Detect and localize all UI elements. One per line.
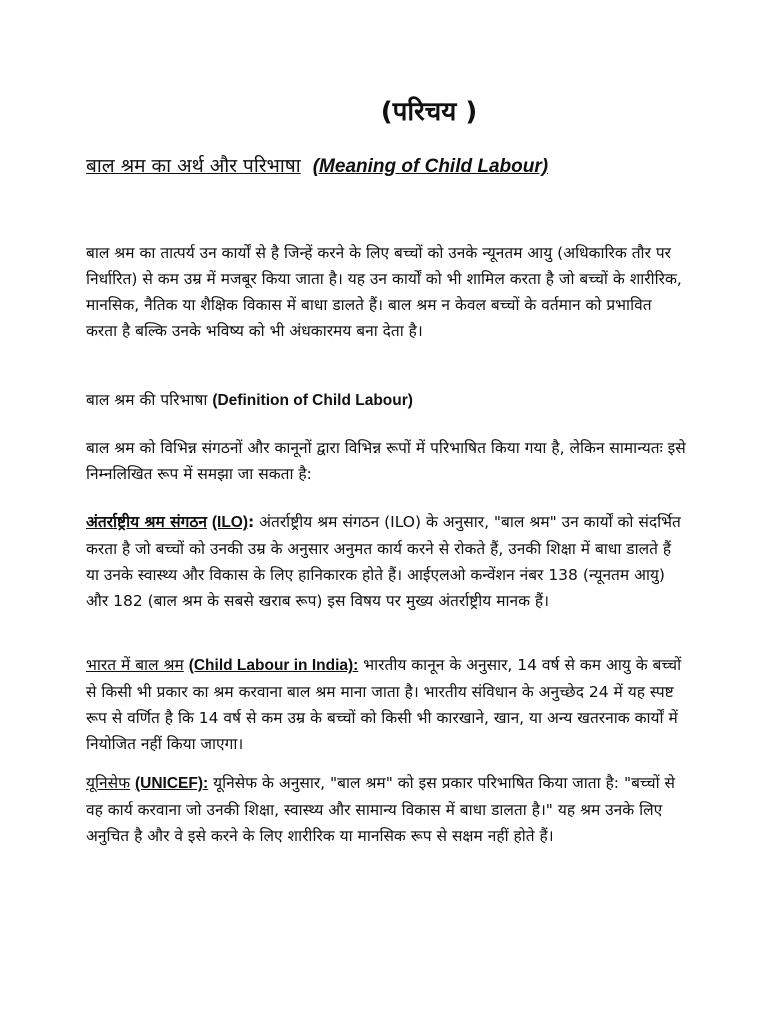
india-text: भारतीय कानून के अनुसार, 14 वर्ष से कम आयु के बच्चों से किसी भी प्रकार का श्रम करवाना बाल श्रम माना जाता है। भारतीय संविधान के अनुच्छेद 24 में यह स्पष्ट रूप से वर्णित है कि 14 वर्ष से कम उम्र के बच्चों को किसी भी कारखाने, खान, या अन्य खतरनाक कार्यों में नियोजित नहीं किया जाएगा। bbox=[86, 656, 682, 753]
india-paragraph bbox=[86, 652, 686, 757]
india-label-english: (Child Labour in India): bbox=[188, 657, 359, 674]
definition-heading bbox=[86, 387, 686, 414]
unicef-label-english: (UNICEF): bbox=[134, 775, 209, 792]
page-title: (परिचय ) bbox=[380, 97, 478, 127]
ilo-label-colon: : bbox=[248, 513, 255, 531]
ilo-paragraph bbox=[86, 509, 686, 614]
unicef-label-hindi: यूनिसेफ bbox=[86, 774, 131, 792]
ilo-label-english: (ILO) bbox=[211, 514, 249, 531]
unicef-paragraph bbox=[86, 770, 686, 849]
section-heading-hindi: बाल श्रम का अर्थ और परिभाषा bbox=[86, 155, 301, 177]
definition-heading-hindi: बाल श्रम की परिभाषा bbox=[86, 391, 208, 409]
intro-paragraph: बाल श्रम का तात्पर्य उन कार्यों से है जिन्हें करने के लिए बच्चों को उनके न्यूनतम आयु (अधिकारिक तौर पर निर्धारित) से कम उम्र में मजबूर किया जाता है। यह उन कार्यों को भी शामिल करता है जो बच्चों के शारीरिक, मानसिक, नैतिक या शैक्षिक विकास में बाधा डालते हैं। बाल श्रम न केवल बच्चों के वर्तमान को प्रभावित करता है बल्कि उनके भविष्य को भी अंधकारमय बना देता है। bbox=[86, 244, 682, 340]
definition-paragraph: बाल श्रम को विभिन्न संगठनों और कानूनों द्वारा विभिन्न रूपों में परिभाषित किया गया है, लेकिन सामान्यतः इसे निम्नलिखित रूप में समझा जा सकता है: bbox=[86, 439, 686, 483]
india-label-hindi: भारत में बाल श्रम bbox=[86, 656, 184, 674]
ilo-label-hindi: अंतर्राष्ट्रीय श्रम संगठन bbox=[86, 513, 207, 531]
section-heading bbox=[86, 152, 548, 178]
ilo-text: अंतर्राष्ट्रीय श्रम संगठन (ILO) के अनुसार, "बाल श्रम" उन कार्यों को संदर्भित करता है जो बच्चों को उनकी उम्र के अनुसार अनुमत कार्य करने से रोकते हैं, उनकी शिक्षा में बाधा डालते हैं या उनके स्वास्थ्य और विकास के लिए हानिकारक होते हैं। आईएलओ कन्वेंशन नंबर 138 (न्यूनतम आयु) और 182 (बाल श्रम के सबसे खराब रूप) इस विषय पर मुख्य अंतर्राष्ट्रीय मानक हैं। bbox=[86, 513, 681, 610]
definition-heading-english: (Definition of Child Labour) bbox=[212, 392, 413, 409]
unicef-text: यूनिसेफ के अनुसार, "बाल श्रम" को इस प्रकार परिभाषित किया जाता है: "बच्चों से वह कार्य करवाना जो उनकी शिक्षा, स्वास्थ्य और सामान्य विकास में बाधा डालता है।" यह श्रम उनके लिए अनुचित है और वे इसे करने के लिए शारीरिक या मानसिक रूप से सक्षम नहीं होते हैं। bbox=[86, 774, 676, 845]
section-heading-english: (Meaning of Child Labour) bbox=[312, 156, 549, 177]
